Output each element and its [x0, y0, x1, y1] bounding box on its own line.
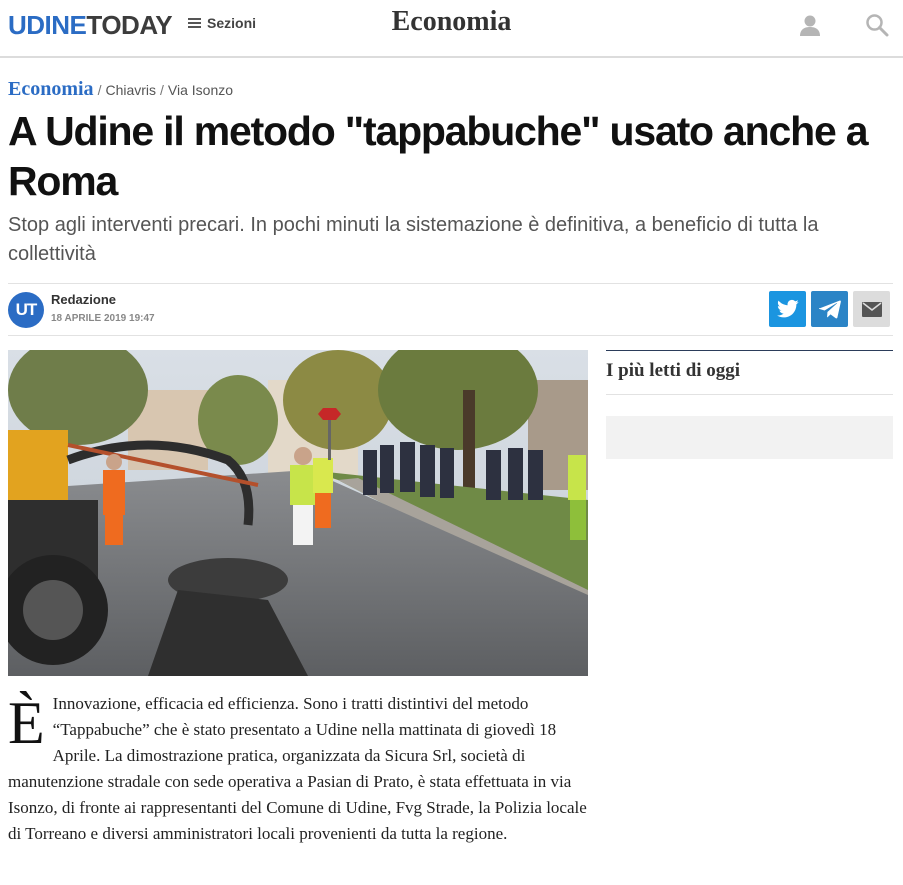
drop-cap: È — [8, 690, 45, 756]
byline-bar — [8, 283, 893, 336]
author-name[interactable]: Redazione — [51, 292, 117, 307]
twitter-icon — [777, 299, 799, 319]
article-subtitle: Stop agli interventi precari. In pochi minuti la sistemazione è definitiva, a beneficio di tutta la collettività — [8, 214, 819, 265]
logo-part-udine: UDINE — [8, 10, 87, 40]
breadcrumb-category-link[interactable]: Economia — [8, 78, 94, 100]
article-body-text: Innovazione, efficacia ed efficienza. Sono i tratti distintivi del metodo “Tappabuche” che è stato presentato a Udine nella mattinata di giovedì 18 Aprile. La dimostrazione pratica, organizzata da Sicura Srl, società di manutenzione stradale con sede operativa a Pasian di Prato, è stata effettuata in via Isonzo, di fronte ai rappresentanti del Comune di Udine, Fvg Strade, la Polizia locale di Torreano e diversi amministratori locali provenienti da tutta la regione. — [8, 694, 587, 843]
sidebar — [606, 350, 893, 395]
breadcrumb — [8, 78, 233, 101]
article-photo[interactable] — [8, 350, 588, 676]
logo-part-today: TODAY — [86, 10, 173, 40]
telegram-icon — [819, 299, 841, 319]
breadcrumb-separator: / — [97, 82, 102, 98]
most-read-header — [606, 350, 893, 395]
share-twitter-button[interactable] — [769, 291, 806, 327]
user-icon[interactable] — [797, 12, 823, 38]
most-read-placeholder — [606, 416, 893, 459]
top-bar — [0, 0, 903, 58]
breadcrumb-link-chiavris[interactable]: Chiavris — [105, 82, 157, 98]
breadcrumb-separator: / — [160, 82, 164, 98]
article-title: A Udine il metodo "tappabuche" usato anche a Roma — [8, 108, 868, 204]
share-telegram-button[interactable] — [811, 291, 848, 327]
article-body — [8, 691, 588, 847]
sections-menu-button[interactable] — [188, 15, 256, 31]
publish-date: 18 APRILE 2019 19:47 — [51, 313, 155, 324]
email-icon — [862, 302, 882, 317]
sections-menu-label: Sezioni — [207, 15, 257, 31]
search-icon[interactable] — [864, 12, 890, 38]
section-title: Economia — [391, 6, 512, 37]
author-avatar[interactable]: UT — [8, 292, 44, 328]
most-read-title: I più letti di oggi — [606, 360, 741, 381]
hamburger-icon — [188, 18, 201, 28]
breadcrumb-link-via-isonzo[interactable]: Via Isonzo — [167, 82, 234, 98]
share-email-button[interactable] — [853, 291, 890, 327]
site-logo[interactable] — [8, 10, 172, 40]
